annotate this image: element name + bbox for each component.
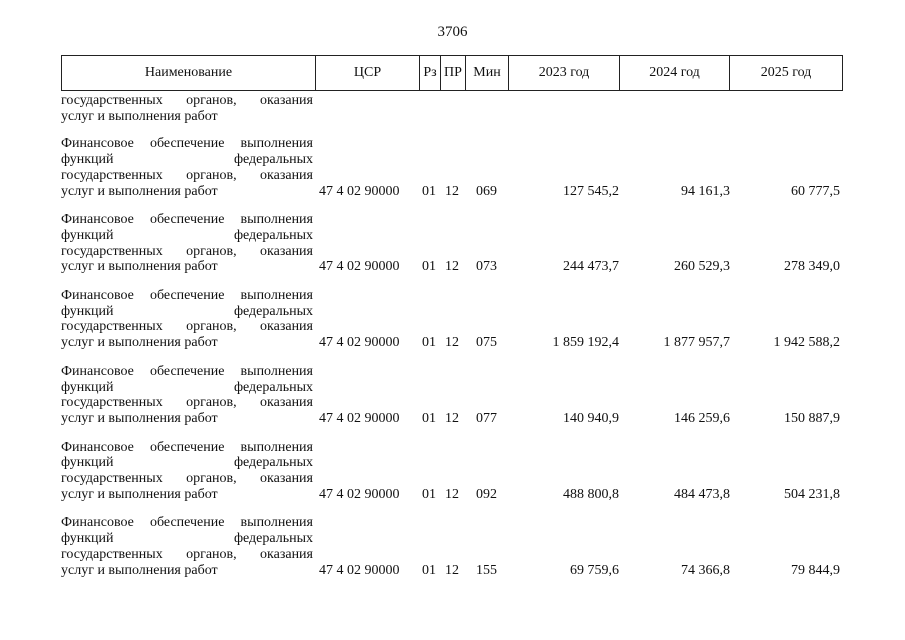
name-line: государственных органов, оказания <box>61 395 313 411</box>
cell-rz: 01 <box>422 335 436 351</box>
cell-min: 075 <box>476 335 497 351</box>
name-line: Финансовое обеспечение выполнения <box>61 363 313 379</box>
cell-pr: 12 <box>445 335 459 351</box>
cell-pr: 12 <box>445 183 459 199</box>
cell-2024: 146 259,6 <box>674 410 730 426</box>
name-line: функций федеральных <box>61 379 313 395</box>
name-line: услуг и выполнения работ <box>61 335 218 351</box>
header-pr: ПР <box>440 56 465 90</box>
row-name <box>61 364 313 427</box>
cell-csr: 47 4 02 90000 <box>319 486 400 502</box>
name-line: функций федеральных <box>61 227 313 243</box>
row-name <box>61 212 313 275</box>
cell-2023: 127 545,2 <box>563 183 619 199</box>
cell-2023: 488 800,8 <box>563 486 619 502</box>
cell-rz: 01 <box>422 562 436 578</box>
table-row <box>61 364 843 427</box>
cell-2024: 94 161,3 <box>681 183 730 199</box>
name-line: услуг и выполнения работ <box>61 562 218 578</box>
cell-pr: 12 <box>445 259 459 275</box>
cell-csr: 47 4 02 90000 <box>319 259 400 275</box>
cell-2025: 504 231,8 <box>784 486 840 502</box>
name-line: Финансовое обеспечение выполнения <box>61 439 313 455</box>
table-body <box>61 93 843 591</box>
name-line: услуг и выполнения работ <box>61 183 218 199</box>
cell-rz: 01 <box>422 183 436 199</box>
cell-2025: 150 887,9 <box>784 410 840 426</box>
cell-min: 092 <box>476 486 497 502</box>
cell-pr: 12 <box>445 410 459 426</box>
name-line: функций федеральных <box>61 303 313 319</box>
name-line: Финансовое обеспечение выполнения <box>61 212 313 228</box>
cell-csr: 47 4 02 90000 <box>319 183 400 199</box>
name-line: функций федеральных <box>61 531 313 547</box>
header-csr: ЦСР <box>315 56 419 90</box>
cell-2023: 140 940,9 <box>563 410 619 426</box>
name-line: услуг и выполнения работ <box>61 259 218 275</box>
cell-csr: 47 4 02 90000 <box>319 410 400 426</box>
header-2023: 2023 год <box>508 56 619 90</box>
name-line: функций федеральных <box>61 455 313 471</box>
continuation-name <box>61 93 313 124</box>
cell-2024: 484 473,8 <box>674 486 730 502</box>
cell-2025: 278 349,0 <box>784 259 840 275</box>
cell-2023: 244 473,7 <box>563 259 619 275</box>
cell-min: 069 <box>476 183 497 199</box>
table-row <box>61 515 843 578</box>
continuation-row <box>61 93 843 124</box>
cell-csr: 47 4 02 90000 <box>319 562 400 578</box>
cell-2024: 1 877 957,7 <box>663 335 730 351</box>
cell-min: 073 <box>476 259 497 275</box>
name-line: услуг и выполнения работ <box>61 410 218 426</box>
cell-csr: 47 4 02 90000 <box>319 335 400 351</box>
cell-pr: 12 <box>445 562 459 578</box>
cell-rz: 01 <box>422 259 436 275</box>
table-row <box>61 288 843 351</box>
name-line: услуг и выполнения работ <box>61 108 218 124</box>
cell-2025: 1 942 588,2 <box>773 335 840 351</box>
header-rz: Рз <box>419 56 440 90</box>
name-line: функций федеральных <box>61 152 313 168</box>
cell-2023: 1 859 192,4 <box>552 335 619 351</box>
name-line: государственных органов, оказания <box>61 243 313 259</box>
name-line: государственных органов, оказания <box>61 93 313 108</box>
header-2025: 2025 год <box>729 56 843 90</box>
cell-2025: 60 777,5 <box>791 183 840 199</box>
cell-2025: 79 844,9 <box>791 562 840 578</box>
table-row <box>61 440 843 503</box>
cell-2023: 69 759,6 <box>570 562 619 578</box>
name-line: услуг и выполнения работ <box>61 486 218 502</box>
name-line: государственных органов, оказания <box>61 471 313 487</box>
cell-2024: 74 366,8 <box>681 562 730 578</box>
name-line: Финансовое обеспечение выполнения <box>61 515 313 531</box>
header-2024: 2024 год <box>619 56 729 90</box>
table-row <box>61 212 843 275</box>
cell-rz: 01 <box>422 486 436 502</box>
row-name <box>61 136 313 199</box>
row-name <box>61 440 313 503</box>
cell-2024: 260 529,3 <box>674 259 730 275</box>
row-name <box>61 288 313 351</box>
name-line: государственных органов, оказания <box>61 546 313 562</box>
name-line: Финансовое обеспечение выполнения <box>61 288 313 304</box>
table-row <box>61 136 843 199</box>
name-line: государственных органов, оказания <box>61 319 313 335</box>
row-name <box>61 515 313 578</box>
name-line: государственных органов, оказания <box>61 167 313 183</box>
cell-min: 077 <box>476 410 497 426</box>
header-min: Мин <box>465 56 508 90</box>
name-line: Финансовое обеспечение выполнения <box>61 136 313 152</box>
page-number: 3706 <box>437 24 468 40</box>
cell-min: 155 <box>476 562 497 578</box>
cell-pr: 12 <box>445 486 459 502</box>
cell-rz: 01 <box>422 410 436 426</box>
header-name: Наименование <box>61 56 315 90</box>
table-header <box>61 55 843 91</box>
